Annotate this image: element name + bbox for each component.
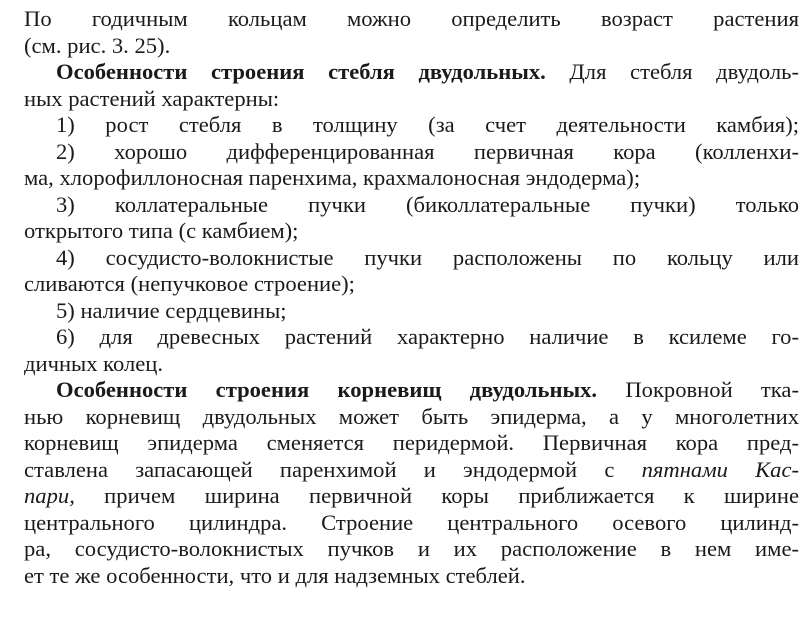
- section-heading-rhizome: Особенности строения корневищ двудольных.: [56, 377, 598, 402]
- list-item-2: 2) хорошо дифференцированная первичная кора (колленхи-: [56, 138, 799, 164]
- rhizome-paragraph-first-line: [24, 377, 799, 404]
- text-line: По годичным кольцам можно определить возраст растения: [24, 6, 799, 31]
- text-fragment: Покровной тка-: [597, 377, 799, 402]
- text-fragment: Для стебля двудоль-: [545, 59, 799, 84]
- italic-term: пари,: [24, 483, 75, 508]
- text-line: ра, сосудисто-волокнистых пучков и их расположение в нем име-: [24, 536, 799, 561]
- text-line-with-italic: [24, 457, 799, 484]
- text-line: (см. рис. 3. 25).: [24, 32, 171, 58]
- text-line-with-italic: [24, 483, 799, 510]
- list-item-3: 3) коллатеральные пучки (биколлатеральные пучки) только: [56, 191, 799, 217]
- section-heading-stem: Особенности строения стебля двудольных.: [56, 59, 546, 84]
- stem-paragraph-first-line: [24, 59, 799, 86]
- text-fragment: ставлена запасающей паренхимой и эндодермой с: [24, 456, 642, 482]
- list-item-5: 5) наличие сердцевины;: [56, 297, 287, 323]
- text-line: нью корневищ двудольных может быть эпидерма, а у многолетних: [24, 403, 799, 429]
- list-item-4-continued: сливаются (непучковое строение);: [24, 271, 355, 296]
- list-item-6-continued: дичных колец.: [24, 350, 164, 376]
- italic-term: пятнами Кас-: [641, 456, 799, 482]
- text-fragment: причем ширина первичной коры приближается к ширине: [74, 483, 799, 508]
- list-item-6: 6) для древесных растений характерно наличие в ксилеме го-: [56, 324, 799, 349]
- list-item-1: 1) рост стебля в толщину (за счет деятельности камбия);: [56, 112, 799, 137]
- text-line: центрального цилиндра. Строение центрального осевого цилинд-: [24, 509, 799, 535]
- text-line: ных растений характерны:: [24, 85, 280, 111]
- text-line: ет те же особенности, что и для надземных стеблей.: [24, 562, 526, 588]
- list-item-4: 4) сосудисто-волокнистые пучки расположены по кольцу или: [56, 244, 799, 270]
- list-item-2-continued: ма, хлорофиллоносная паренхима, крахмалоносная эндодерма);: [24, 165, 641, 190]
- text-line: корневищ эпидерма сменяется перидермой. Первичная кора пред-: [24, 430, 799, 455]
- list-item-3-continued: открытого типа (с камбием);: [24, 218, 299, 243]
